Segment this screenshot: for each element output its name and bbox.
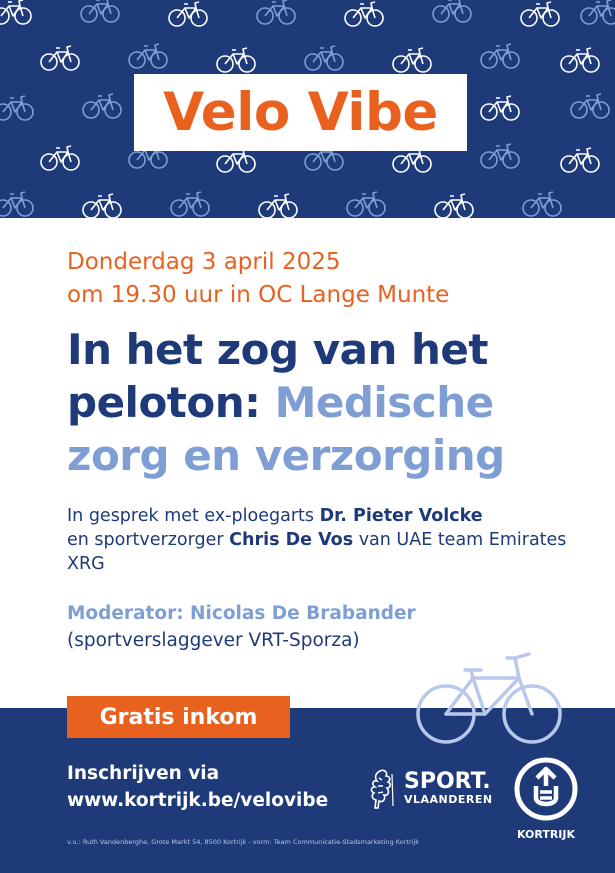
moderator-label: Moderator: Nicolas De Brabander xyxy=(67,603,416,624)
headline-line3: zorg en verzorging xyxy=(67,431,505,480)
speaker-1: Dr. Pieter Volcke xyxy=(319,506,483,526)
headline xyxy=(67,323,607,482)
sport-logo-main: SPORT. xyxy=(404,769,491,794)
registration-info xyxy=(67,760,328,814)
kortrijk-emblem-icon xyxy=(513,756,579,822)
speaker-2: Chris De Vos xyxy=(229,530,354,550)
legal-note: v.u.: Ruth Vandenberghe, Grote Markt 54, 8500 Kortrijk - vorm: Team Communicatie-Stadsmarketing Kortrijk xyxy=(67,838,419,846)
moderator-detail: (sportverslaggever VRT-Sporza) xyxy=(67,630,360,651)
register-url[interactable]: www.kortrijk.be/velovibe xyxy=(67,790,329,811)
register-label: Inschrijven via xyxy=(67,763,220,784)
header-band xyxy=(0,0,615,218)
event-time-location: om 19.30 uur in OC Lange Munte xyxy=(67,282,450,308)
title-box xyxy=(134,74,467,151)
lion-icon xyxy=(366,768,396,810)
sport-logo-sub: VLAANDEREN xyxy=(404,793,493,806)
intro-part1: In gesprek met ex-ploegarts xyxy=(67,506,315,526)
content-section xyxy=(0,218,615,708)
bicycle-icon xyxy=(415,648,565,748)
kortrijk-logo xyxy=(512,756,580,841)
headline-line2-light: Medische xyxy=(274,378,494,427)
headline-line2-dark: peloton: xyxy=(67,378,261,427)
event-title: Velo Vibe xyxy=(163,82,438,143)
kortrijk-logo-text: KORTRIJK xyxy=(516,828,576,841)
intro-part2: en sportverzorger xyxy=(67,530,224,550)
intro-text xyxy=(67,504,607,576)
free-entry-badge xyxy=(67,696,290,738)
free-entry-text: Gratis inkom xyxy=(99,704,258,730)
event-date: Donderdag 3 april 2025 xyxy=(67,249,341,275)
sport-vlaanderen-logo xyxy=(366,768,493,810)
intro-part3: van UAE team Emirates XRG xyxy=(67,530,567,574)
headline-line1: In het zog van het xyxy=(67,325,488,374)
